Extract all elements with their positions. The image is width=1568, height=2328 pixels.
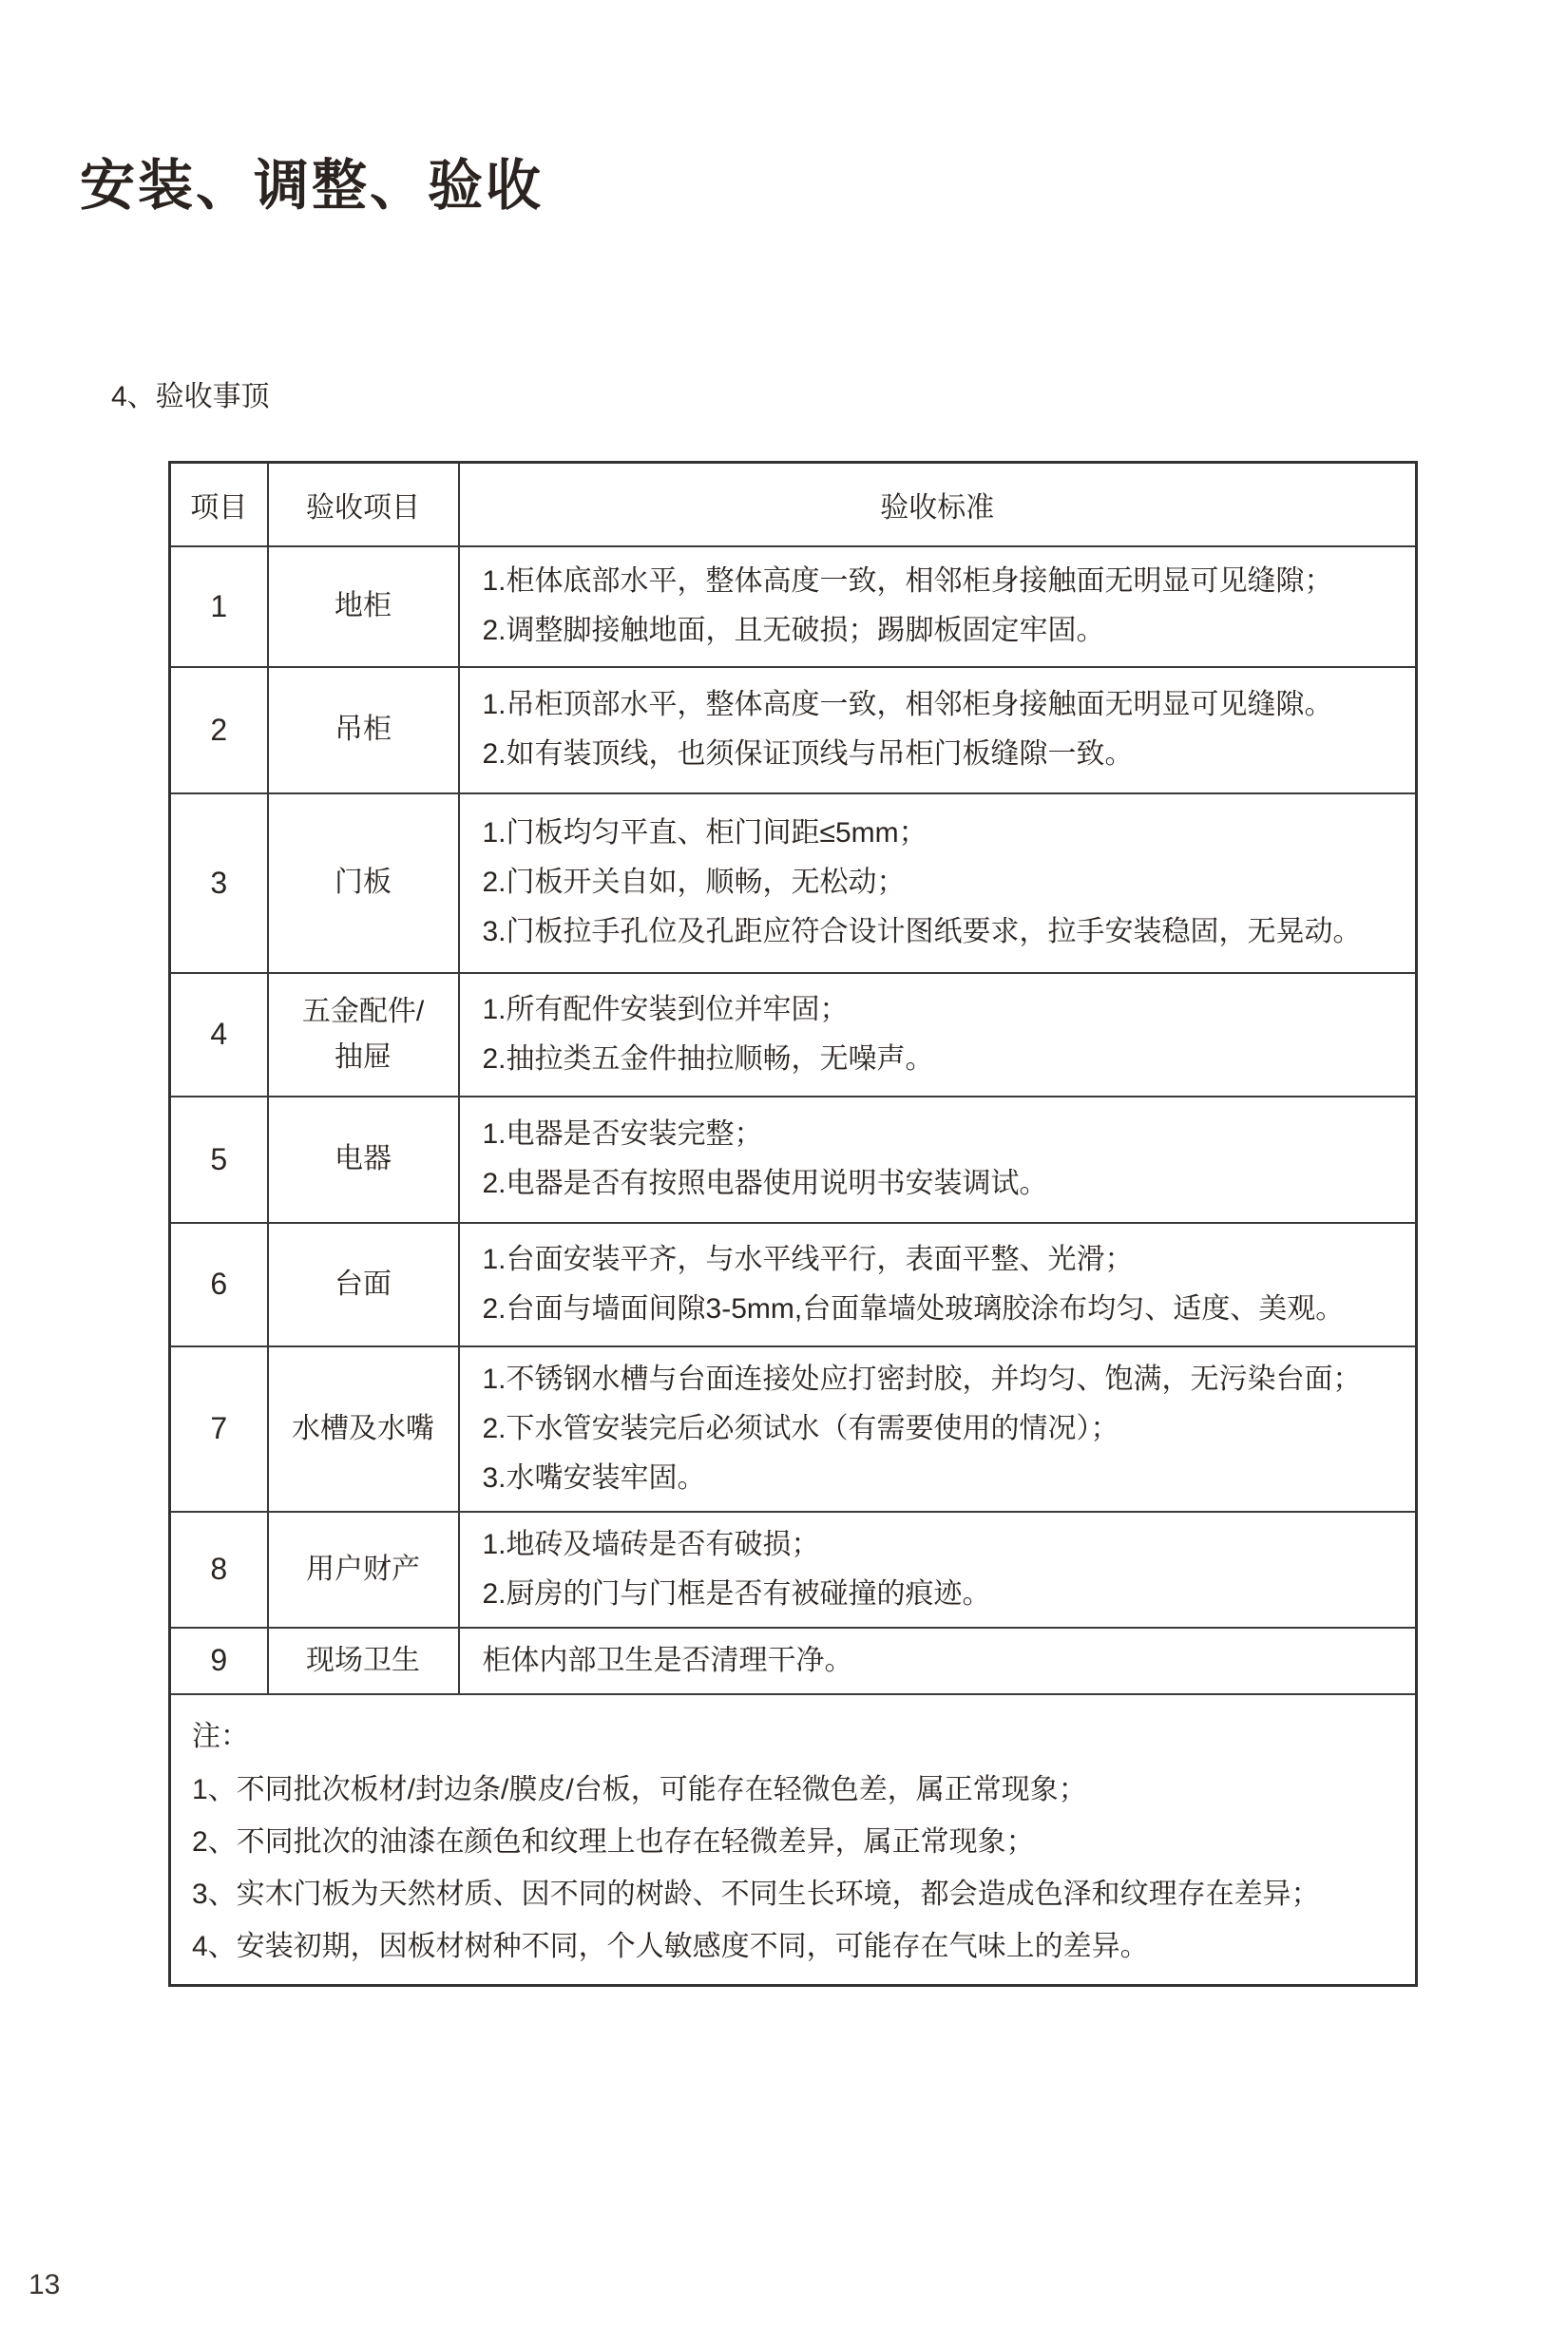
row-number: 2 [170, 667, 268, 793]
table-row-4 [170, 973, 1417, 1097]
acceptance-item [268, 546, 459, 667]
standard-line: 1.电器是否安装完整； [482, 1118, 763, 1150]
standard-line: 1.地砖及墙砖是否有破损； [482, 1528, 820, 1560]
note-line: 3、实木门板为天然材质、因不同的树龄、不同生长环境，都会造成色泽和纹理存在差异； [192, 1878, 1320, 1910]
standard-line: 1.台面安装平齐，与水平线平行，表面平整、光滑； [482, 1243, 1134, 1275]
acceptance-standard [459, 1097, 1417, 1223]
acceptance-item-line: 现场卫生 [306, 1644, 420, 1676]
acceptance-item-line: 台面 [335, 1268, 392, 1300]
acceptance-standard [459, 1223, 1417, 1346]
standard-line: 1.所有配件安装到位并牢固； [482, 993, 849, 1025]
table-row-1 [170, 546, 1417, 667]
standard-line: 1.柜体底部水平，整体高度一致，相邻柜身接触面无明显可见缝隙； [482, 565, 1333, 597]
notes-row [170, 1694, 1417, 1986]
standard-line: 2.门板开关自如，顺畅，无松动； [482, 867, 906, 898]
notes-label: 注： [192, 1720, 249, 1752]
acceptance-standard [459, 546, 1417, 667]
acceptance-standard [459, 793, 1417, 973]
row-number: 7 [170, 1346, 268, 1512]
standard-line: 柜体内部卫生是否清理干净。 [482, 1644, 853, 1676]
note-line: 1、不同批次板材/封边条/膜皮/台板，可能存在轻微色差，属正常现象； [192, 1773, 1087, 1805]
table-row-7 [170, 1346, 1417, 1512]
row-number: 9 [170, 1628, 268, 1694]
acceptance-item [268, 1628, 459, 1694]
acceptance-item-line: 门板 [335, 867, 392, 898]
acceptance-table [168, 461, 1418, 1987]
column-header-2: 验收标准 [459, 463, 1417, 546]
row-number: 3 [170, 793, 268, 973]
standard-line: 1.门板均匀平直、柜门间距≤5mm； [482, 817, 927, 849]
acceptance-item [268, 973, 459, 1097]
acceptance-item-line: 地柜 [335, 590, 392, 621]
standard-line: 2.台面与墙面间隙3-5mm,台面靠墙处玻璃胶涂布均匀、适度、美观。 [482, 1292, 1345, 1325]
row-number: 4 [170, 973, 268, 1097]
row-number: 1 [170, 546, 268, 667]
standard-line: 2.抽拉类五金件抽拉顺畅，无噪声。 [482, 1042, 934, 1075]
standard-line: 2.下水管安装完后必须试水（有需要使用的情况）； [482, 1412, 1119, 1444]
acceptance-item-line: 抽屉 [335, 1040, 392, 1073]
acceptance-standard [459, 1346, 1417, 1512]
page-number: 13 [29, 2269, 61, 2300]
table-row-8 [170, 1512, 1417, 1628]
row-number: 8 [170, 1512, 268, 1628]
column-header-0: 项目 [170, 463, 268, 546]
standard-line: 2.调整脚接触地面，且无破损；踢脚板固定牢固。 [482, 615, 1105, 646]
table-row-5 [170, 1097, 1417, 1223]
column-header-1: 验收项目 [268, 463, 459, 546]
row-number: 6 [170, 1223, 268, 1346]
note-line: 2、不同批次的油漆在颜色和纹理上也存在轻微差异，属正常现象； [192, 1825, 1035, 1858]
table-row-9 [170, 1628, 1417, 1694]
acceptance-item-line: 水槽及水嘴 [292, 1412, 434, 1444]
table-header-row [170, 463, 1417, 546]
standard-line: 1.吊柜顶部水平，整体高度一致，相邻柜身接触面无明显可见缝隙。 [482, 689, 1333, 720]
acceptance-standard [459, 973, 1417, 1097]
acceptance-item [268, 1346, 459, 1512]
table-row-3 [170, 793, 1417, 973]
standard-line: 1.不锈钢水槽与台面连接处应打密封胶，并均匀、饱满，无污染台面； [482, 1363, 1362, 1395]
section-label: 4、验收事顶 [111, 381, 270, 412]
acceptance-standard [459, 1512, 1417, 1628]
row-number: 5 [170, 1097, 268, 1223]
standard-line: 2.电器是否有按照电器使用说明书安装调试。 [482, 1168, 1048, 1199]
page-title: 安装、调整、验收 [80, 155, 545, 217]
acceptance-item-line: 五金配件/ [301, 995, 425, 1027]
table-body [170, 546, 1417, 1986]
standard-line: 3.水嘴安装牢固。 [482, 1461, 706, 1494]
acceptance-standard [459, 667, 1417, 793]
acceptance-item [268, 667, 459, 793]
table-row-2 [170, 667, 1417, 793]
standard-line: 3.门板拉手孔位及孔距应符合设计图纸要求，拉手安装稳固，无晃动。 [482, 916, 1362, 947]
acceptance-item [268, 1097, 459, 1223]
acceptance-item [268, 793, 459, 973]
standard-line: 2.如有装顶线，也须保证顶线与吊柜门板缝隙一致。 [482, 738, 1134, 770]
acceptance-item [268, 1512, 459, 1628]
notes-cell [170, 1694, 1417, 1986]
acceptance-item [268, 1223, 459, 1346]
acceptance-item-line: 吊柜 [335, 714, 392, 745]
acceptance-item-line: 电器 [335, 1143, 392, 1174]
standard-line: 2.厨房的门与门框是否有被碰撞的痕迹。 [482, 1577, 991, 1610]
table-row-6 [170, 1223, 1417, 1346]
acceptance-standard [459, 1628, 1417, 1694]
note-line: 4、安装初期，因板材树种不同，个人敏感度不同，可能存在气味上的差异。 [192, 1930, 1149, 1962]
table-head [170, 463, 1417, 546]
acceptance-item-line: 用户财产 [306, 1553, 420, 1585]
